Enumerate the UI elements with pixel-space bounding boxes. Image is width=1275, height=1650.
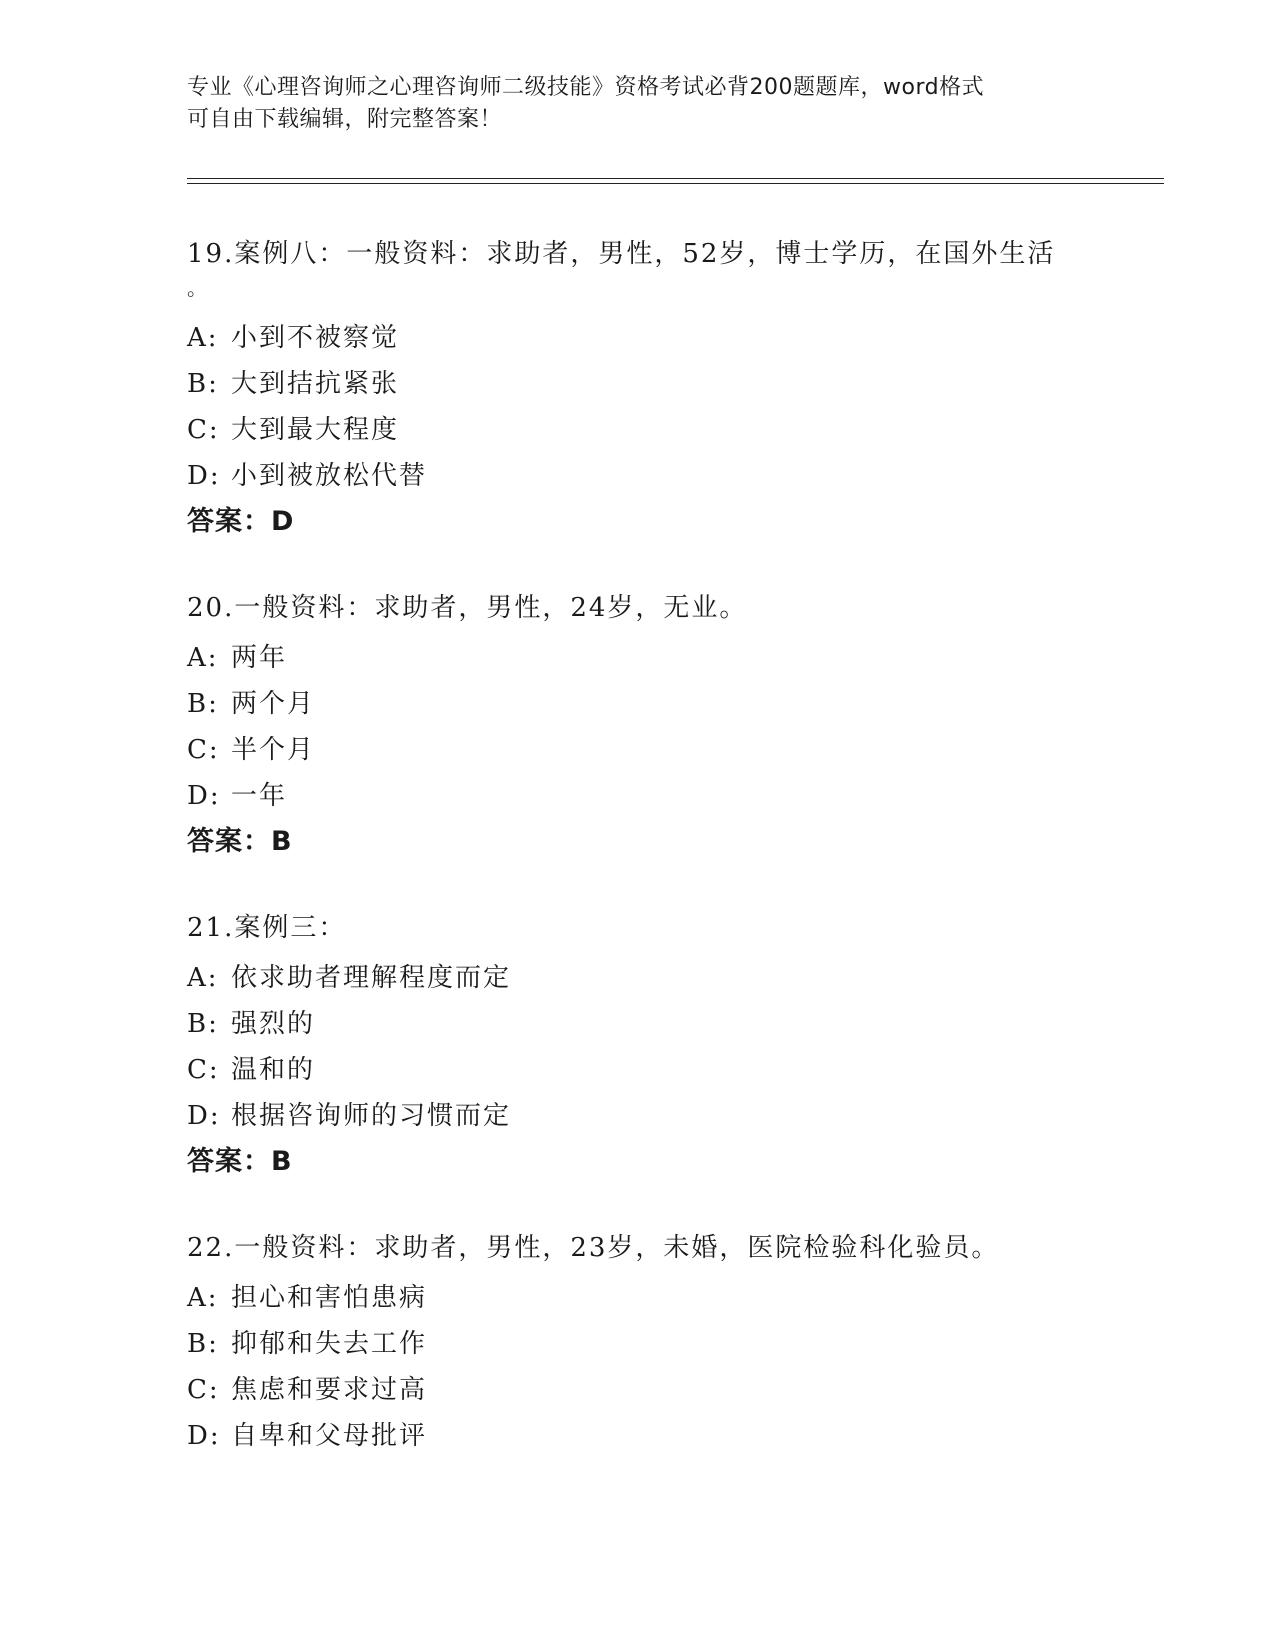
option-text: 小到不被察觉 <box>231 323 400 353</box>
document-header <box>187 72 1087 136</box>
option-key: A: <box>187 323 219 353</box>
question-stem-text: 19.案例八：一般资料：求助者，男性，52岁，博士学历，在国外生活 <box>187 239 1056 269</box>
option-key: B: <box>187 689 219 719</box>
question-21 <box>187 911 1147 1185</box>
option-a <box>187 635 1147 681</box>
option-b <box>187 1321 1147 1367</box>
option-key: C: <box>187 1375 220 1405</box>
option-key: D: <box>187 1421 221 1451</box>
question-19 <box>187 237 1147 545</box>
option-key: D: <box>187 461 221 491</box>
question-stem <box>187 1231 1147 1265</box>
question-stem-text: 22.一般资料：求助者，男性，23岁，未婚，医院检验科化验员。 <box>187 1233 1000 1263</box>
answer-line: 答案：D <box>187 506 295 537</box>
option-text: 焦虑和要求过高 <box>231 1375 428 1405</box>
question-stem <box>187 237 1147 305</box>
option-d <box>187 773 1147 819</box>
question-stem-text: 21.案例三： <box>187 913 347 943</box>
header-divider-bottom <box>187 183 1164 184</box>
option-key: B: <box>187 1329 219 1359</box>
option-c <box>187 1367 1147 1413</box>
option-text: 大到拮抗紧张 <box>231 369 400 399</box>
option-d <box>187 1093 1147 1139</box>
option-text: 依求助者理解程度而定 <box>231 963 512 993</box>
option-key: C: <box>187 415 220 445</box>
option-key: A: <box>187 963 219 993</box>
answer-line: 答案：B <box>187 826 293 857</box>
option-text: 自卑和父母批评 <box>231 1421 428 1451</box>
header-line-2: 可自由下载编辑，附完整答案！ <box>187 107 503 132</box>
option-key: C: <box>187 1055 220 1085</box>
question-stem <box>187 591 1147 625</box>
option-b <box>187 361 1147 407</box>
option-text: 半个月 <box>231 735 316 765</box>
option-b <box>187 1001 1147 1047</box>
question-stem-tail: 。 <box>187 276 209 300</box>
option-c <box>187 1047 1147 1093</box>
question-stem-text: 20.一般资料：求助者，男性，24岁，无业。 <box>187 593 748 623</box>
question-stem <box>187 911 1147 945</box>
option-text: 小到被放松代替 <box>231 461 428 491</box>
option-b <box>187 681 1147 727</box>
option-text: 两个月 <box>231 689 316 719</box>
answer-line: 答案：B <box>187 1146 293 1177</box>
header-line-1: 专业《心理咨询师之心理咨询师二级技能》资格考试必背200题题库，word格式 <box>187 75 985 100</box>
option-key: B: <box>187 369 219 399</box>
option-c <box>187 407 1147 453</box>
option-key: A: <box>187 1283 219 1313</box>
option-key: D: <box>187 781 221 811</box>
option-text: 根据咨询师的习惯而定 <box>231 1101 512 1131</box>
option-key: D: <box>187 1101 221 1131</box>
question-20 <box>187 591 1147 865</box>
option-d <box>187 453 1147 499</box>
option-a <box>187 315 1147 361</box>
option-text: 抑郁和失去工作 <box>231 1329 428 1359</box>
option-text: 强烈的 <box>231 1009 316 1039</box>
option-d <box>187 1413 1147 1459</box>
option-text: 一年 <box>231 781 288 811</box>
option-text: 担心和害怕患病 <box>231 1283 428 1313</box>
option-a <box>187 1275 1147 1321</box>
option-text: 温和的 <box>231 1055 316 1085</box>
question-22 <box>187 1231 1147 1459</box>
option-c <box>187 727 1147 773</box>
option-a <box>187 955 1147 1001</box>
header-divider-top <box>187 178 1164 179</box>
option-key: C: <box>187 735 220 765</box>
option-text: 大到最大程度 <box>231 415 400 445</box>
option-key: A: <box>187 643 219 673</box>
option-text: 两年 <box>231 643 288 673</box>
option-key: B: <box>187 1009 219 1039</box>
question-list <box>187 237 1147 1505</box>
